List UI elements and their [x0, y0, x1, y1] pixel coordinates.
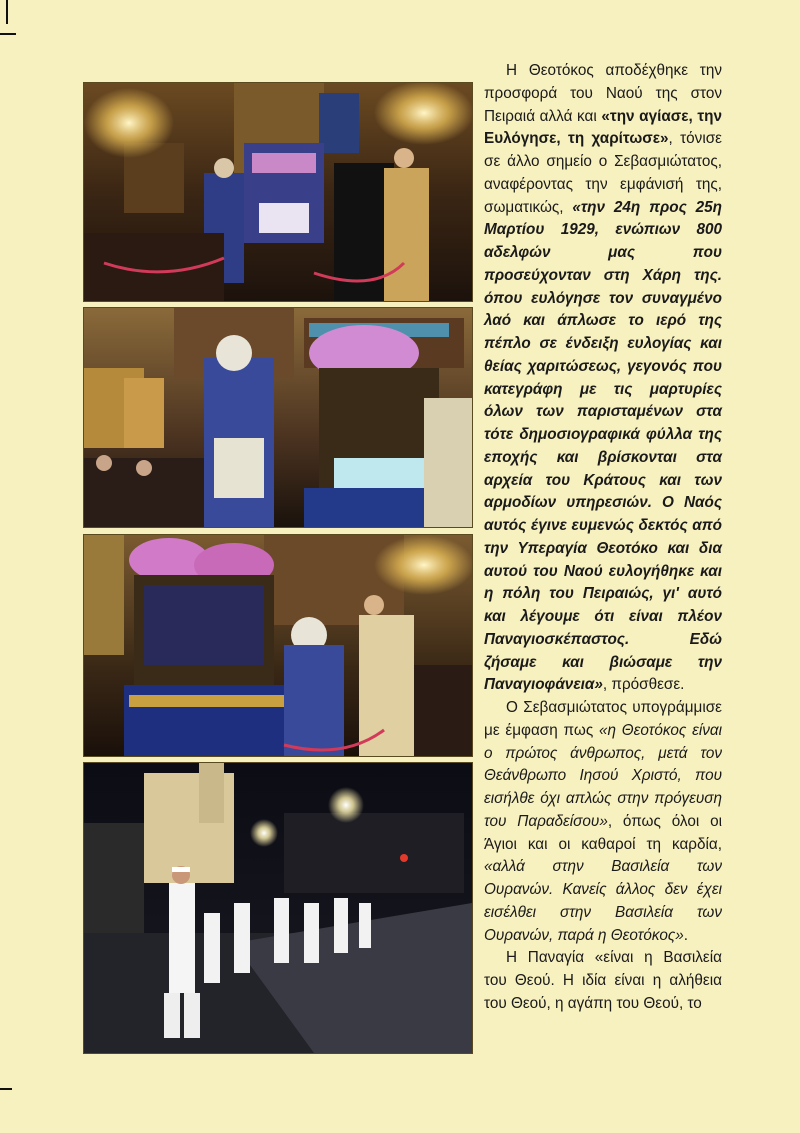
text-run: , τόνισε σε άλλο σημείο ο Σεβασμιώτατος, αναφέροντας την εμφάνισή της, σωματικώς, [484, 130, 722, 216]
text-run: «η Θεοτόκος είναι ο πρώτος άνθρωπος, μετά τον Θεάνθρωπο Ιησού Χριστό, που εισήλθε όχι απλώς στην πρόγευση του Παραδείσου» [484, 721, 722, 830]
photo-church-interior-3 [83, 534, 473, 757]
text-run: «την 24η προς 25η Μαρτίου 1929, ενώπιων 800 αδελφών μας που προσεύχονταν στη Χάρη της. όπου ευλόγησε τον συναγμένο λαό και άπλωσε το ιερό της πέπλο σε ένδειξη ευλογίας και θείας χαριτώσεως, γεγονός που κατεγράφη με τις μαρτυρίες όλων των παρισταμένων στα τότε δημοσιογραφικά φύλλα της εποχής και βρίσκονται στα αρχεία του Κράτους και των αρμοδίων υπηρεσιών. Ο Ναός αυτός έγινε ευμενώς δεκτός από την Υπεραγία Θεοτόκο και δια αυτού του Ναού ευλογήθηκε και η πόλη του Πειραιώς, γι' αυτό και λέγουμε ότι είναι πλέον Παναγιοσκέπαστος. Εδώ ζήσαμε και βιώσαμε την Παναγιοφάνεια» [484, 198, 722, 694]
text-run: . [683, 926, 689, 944]
text-run: Ο Σεβασμιώτατος υπογράμμισε με έμφαση πως [484, 699, 722, 739]
photo-church-interior-1 [83, 82, 473, 302]
text-run: Η Θεοτόκος αποδέχθηκε την προσφορά του Ναού της στον Πειραιά αλλά και [484, 62, 722, 125]
article-paragraph [484, 60, 722, 697]
crop-mark [6, 0, 8, 24]
article-paragraph [484, 947, 722, 1015]
crop-mark [0, 33, 16, 35]
text-run: «αλλά στην Βασιλεία των Ουρανών. Κανείς άλλος δεν έχει εισέλθει στην Βασιλεία των Ουρανών, παρά η Θεοτόκος» [484, 858, 722, 944]
crop-mark [0, 1088, 12, 1090]
text-run: Η Παναγία «είναι η Βασιλεία του Θεού. Η ιδία είναι η αλήθεια του Θεού, η αγάπη του Θεού, το [484, 949, 722, 1012]
photo-night-procession [83, 762, 473, 1054]
photo-church-interior-2 [83, 307, 473, 528]
article-text-column [484, 60, 722, 1016]
text-run: , πρόσθεσε. [602, 676, 685, 694]
text-run: «την αγίασε, την Ευλόγησε, τη χαρίτωσε» [484, 107, 722, 148]
article-paragraph [484, 697, 722, 947]
text-run: , όπως όλοι οι Άγιοι και οι καθαροί τη καρδία, [484, 812, 722, 853]
